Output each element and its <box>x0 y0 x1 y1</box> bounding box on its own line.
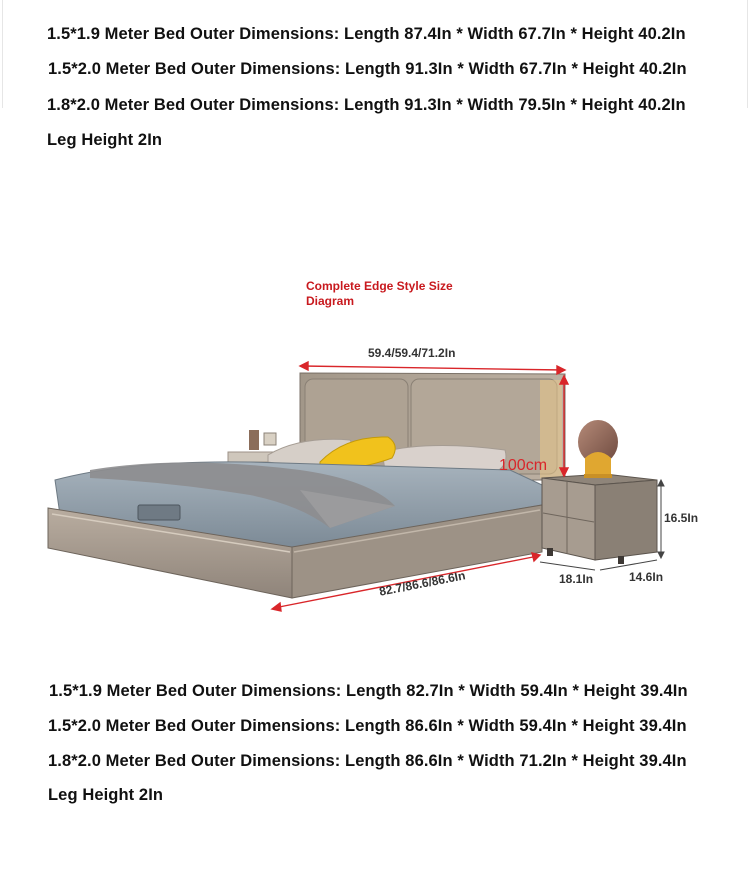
top-leg-height: Leg Height 2In <box>47 131 163 149</box>
table-lamp <box>578 420 618 478</box>
height-dimension-label: 100cm <box>499 457 548 474</box>
top-spec-line-3: 1.8*2.0 Meter Bed Outer Dimensions: Length 91.3In * Width 79.5In * Height 40.2In <box>47 96 686 114</box>
top-spec-line-2: 1.5*2.0 Meter Bed Outer Dimensions: Length 91.3In * Width 67.7In * Height 40.2In <box>48 60 687 78</box>
diagram-title: Complete Edge Style Size Diagram <box>306 279 453 308</box>
nightstand-height-label: 16.5In <box>664 511 699 525</box>
top-spec-line-1: 1.5*1.9 Meter Bed Outer Dimensions: Length 87.4In * Width 67.7In * Height 40.2In <box>47 25 686 43</box>
bottom-spec-line-2: 1.5*2.0 Meter Bed Outer Dimensions: Length 86.6In * Width 59.4In * Height 39.4In <box>48 717 687 735</box>
right-nightstand <box>542 474 657 564</box>
nightstand-width-label: 18.1In <box>559 572 594 586</box>
bottom-leg-height: Leg Height 2In <box>48 786 164 804</box>
bottom-spec-line-1: 1.5*1.9 Meter Bed Outer Dimensions: Length 82.7In * Width 59.4In * Height 39.4In <box>49 682 688 700</box>
width-dimension-label: 59.4/59.4/71.2In <box>368 346 456 360</box>
bottom-spec-line-3: 1.8*2.0 Meter Bed Outer Dimensions: Length 86.6In * Width 71.2In * Height 39.4In <box>48 752 687 770</box>
nightstand-depth-label: 14.6In <box>629 570 664 584</box>
length-dimension-label: 82.7/86.6/86.6In <box>378 568 467 599</box>
